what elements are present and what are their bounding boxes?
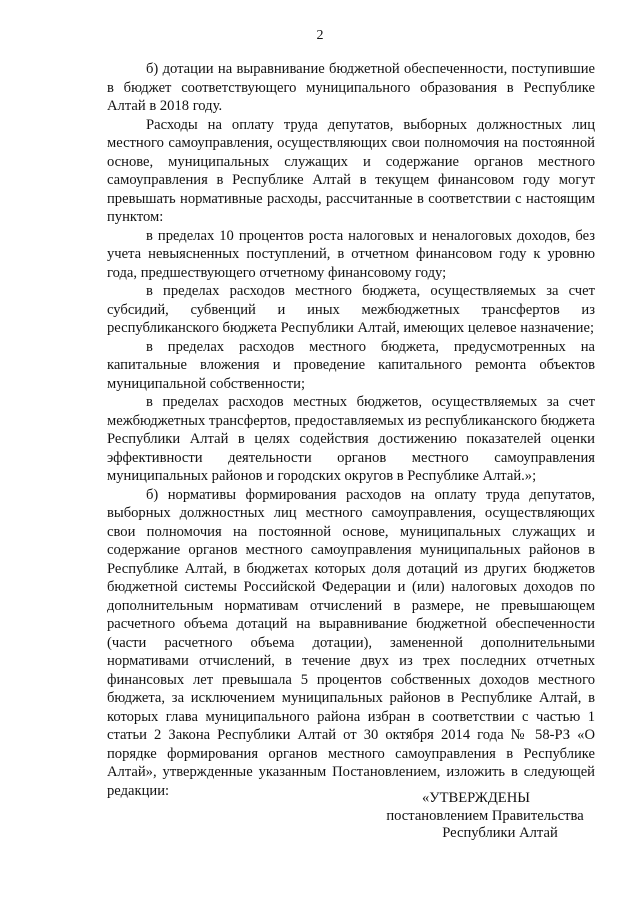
document-body xyxy=(107,60,595,800)
approval-region: Республики Алтай xyxy=(442,825,558,841)
paragraph-subsidies: б) дотации на выравнивание бюджетной обеспеченности, поступившие в бюджет соответствующего муниципального образования в Республике Алтай в 2018 году. xyxy=(107,61,595,114)
paragraph-norms-amendment: б) нормативы формирования расходов на оплату труда депутатов, выборных должностных лиц местного самоуправления, осуществляющих свои полномочия на постоянной основе, муниципальных служащих и содержание органов местного самоуправления муниципальных районов в Республике Алтай, в бюджетах которых доля дотаций из других бюджетов бюджетной системы Российской Федерации и (или) налоговых доходов по дополнительным нормативам отчислений в размере, не превышающем расчетного объема дотаций на выравнивание бюджетной обеспеченности (части расчетного объема дотации), замененной дополнительными нормативами отчислений, в течение двух из трех последних отчетных финансовых лет превышала 5 процентов собственных доходов местного бюджета, за исключением муниципальных районов в Республике Алтай, в которых глава муниципального района избран в соответствии с частью 1 статьи 2 Закона Республики Алтай от 30 октября 2014 года № 58-РЗ «О порядке формирования органов местного самоуправления в Республике Алтай», утвержденные указанным Постановлением, изложить в следующей редакции: xyxy=(107,486,595,799)
paragraph-target-transfers: в пределах расходов местного бюджета, осуществляемых за счет субсидий, субвенций и иных межбюджетных трансфертов из республиканского бюджета Республики Алтай, имеющих целевое назначение; xyxy=(107,283,595,336)
page-number: 2 xyxy=(316,28,324,43)
paragraph-tax-growth: в пределах 10 процентов роста налоговых и неналоговых доходов, без учета невыясненных поступлений, в отчетном финансовом году к уровню года, предшествующего отчетному финансовому году; xyxy=(107,227,595,281)
paragraph-expenses-intro: Расходы на оплату труда депутатов, выборных должностных лиц местного самоуправления, осуществляющих свои полномочия на постоянной основе, муниципальных служащих и содержание органов местного самоуправления в Республике Алтай в текущем финансовом году могут превышать нормативные расходы, рассчитанные в соответствии с настоящим пунктом: xyxy=(107,116,595,225)
approval-authority: постановлением Правительства xyxy=(386,807,584,824)
approval-title: «УТВЕРЖДЕНЫ xyxy=(421,790,530,806)
paragraph-efficiency-transfers: в пределах расходов местных бюджетов, осуществляемых за счет межбюджетных трансфертов, предоставляемых из республиканского бюджета Республики Алтай в целях содействия достижению показателей оценки эффективности деятельности органов местного самоуправления муниципальных районов и городских округов в Республике Алтай.»; xyxy=(107,394,595,484)
paragraph-capital-investment: в пределах расходов местного бюджета, предусмотренных на капитальные вложения и проведение капитального ремонта объектов муниципальной собственности; xyxy=(107,338,595,392)
approval-stamp-block xyxy=(330,790,610,843)
